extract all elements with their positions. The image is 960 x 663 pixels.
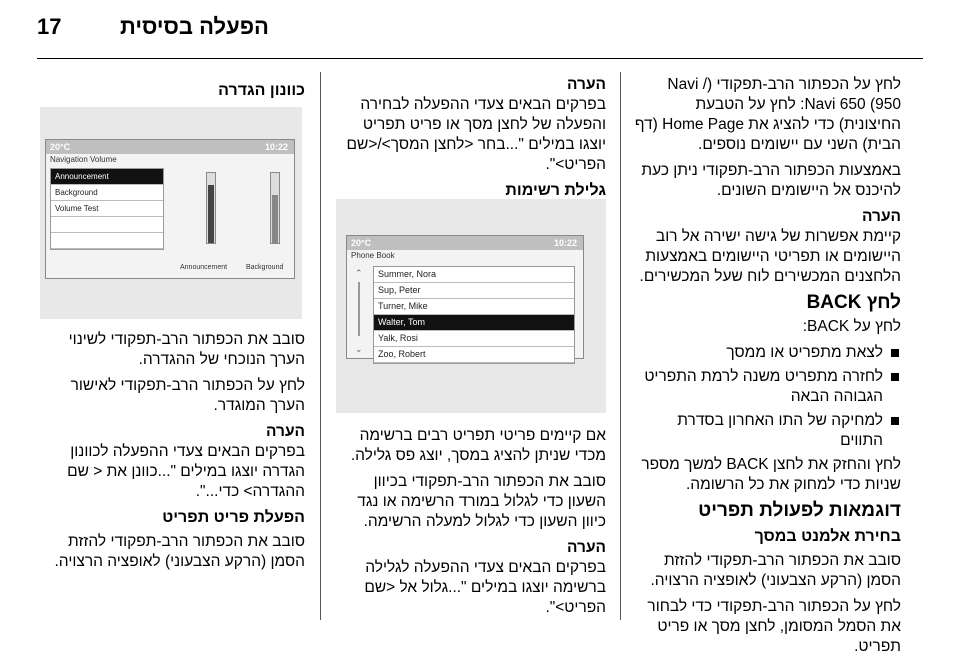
note-text: בפרקים הבאים צעדי ההפעלה לגלילה ברשימה יוצגו במילים "...גלול אל <שם הפריט>". [364, 559, 606, 616]
list-item: לצאת מתפריט או ממסך [633, 343, 901, 363]
note-text: בפרקים הבאים צעדי ההפעלה לבחירה והפעלה של לחצן מסך או פריט תפריט יוצגו במילים "...בחר <לחצן המסך>/<שם הפריט>". [346, 96, 606, 173]
subsection-heading: כוונון הגדרה [218, 82, 305, 99]
paragraph: סובב את הכפתור הרב-תפקודי להזזת הסמן (הרקע הצבעוני) לאופציה הרצויה. [54, 533, 305, 570]
page-title: הפעלה בסיסית [120, 14, 269, 39]
paragraph: לחץ על הכפתור הרב-תפקודי לאישור הערך המוגדר. [70, 377, 305, 414]
screen-title: Phone Book [351, 251, 395, 260]
list-item[interactable]: Turner, Mike [374, 299, 574, 315]
list-item: למחיקה של התו האחרון בסדרת התווים [633, 411, 901, 451]
subsection-heading: בחירת אלמנט במסך [754, 528, 901, 545]
middle-column-lower [336, 426, 606, 624]
note-heading: הערה [862, 208, 901, 225]
paragraph: לחץ והחזק את לחצן BACK למשך מספר שניות כדי למחוק את כל הרשומה. [641, 456, 901, 493]
note-heading: הערה [567, 76, 606, 93]
left-column [40, 75, 305, 105]
volume-slider[interactable] [206, 172, 216, 244]
paragraph: סובב את הכפתור הרב-תפקודי לשינוי הערך הנוכחי של ההגדרה. [68, 331, 305, 368]
slider-label: Background [246, 264, 284, 271]
list-item-selected[interactable]: Walter, Tom [374, 315, 574, 331]
list-item: לחזרה מתפריט משנה לרמת התפריט הגבוהה הבאה [633, 367, 901, 407]
note-heading: הערה [567, 539, 606, 556]
paragraph: אם קיימים פריטי תפריט רבים ברשימה מכדי שניתן להציג במסך, יוצג פס גלילה. [350, 427, 606, 464]
page-number: 17 [37, 14, 62, 39]
phonebook-screenshot [336, 199, 606, 413]
section-heading: דוגמאות לפעולת תפריט [698, 500, 901, 521]
bullet-list [633, 343, 901, 451]
right-column [633, 75, 901, 663]
temperature-readout: 20°C [351, 238, 372, 248]
paragraph: סובב את הכפתור הרב-תפקודי להזזת הסמן (הרקע הצבעוני) לאופציה הרצויה. [650, 552, 901, 589]
clock-readout: 10:22 [264, 142, 288, 152]
slider-label: Announcement [180, 264, 228, 271]
slider-fill [272, 195, 278, 243]
list-item[interactable]: Volume Test [51, 201, 163, 217]
list-item[interactable]: Background [51, 185, 163, 201]
subsection-heading: הפעלת פריט תפריט [162, 509, 305, 526]
left-column-lower [40, 330, 305, 578]
paragraph: לחץ על BACK: [802, 318, 901, 335]
paragraph: באמצעות הכפתור הרב-תפקודי ניתן כעת להיכנס אל היישומים השונים. [641, 162, 901, 199]
slider-fill [208, 185, 214, 243]
chevron-down-icon[interactable]: ⌄ [355, 344, 363, 354]
list-item-selected[interactable]: Announcement [51, 169, 163, 185]
paragraph: לחץ על הכפתור הרב-תפקודי כדי לבחור את הסמל המסומן, לחצן מסך או פריט תפריט. [647, 598, 901, 655]
navigation-volume-screenshot [40, 107, 302, 319]
clock-readout: 10:22 [553, 238, 577, 248]
header-divider [37, 58, 923, 59]
scrollbar[interactable] [358, 282, 360, 336]
column-divider [320, 72, 321, 620]
section-heading: לחץ BACK [806, 292, 901, 313]
column-divider [620, 72, 621, 620]
middle-column [336, 75, 606, 205]
list-item[interactable]: Yalk, Rosi [374, 331, 574, 347]
list-item[interactable] [51, 217, 163, 233]
note-text: קיימת אפשרות של גישה ישירה אל רוב היישומים או תפריטי היישומים באמצעות הלחצנים המכשירים לוח שעל המכשירים. [639, 228, 901, 285]
chevron-up-icon[interactable]: ⌃ [355, 268, 363, 278]
note-text: בפרקים הבאים צעדי ההפעלה לכוונון הגדרה יוצגו במילים "...כוונן את < שם ההגדרה> כדי...". [67, 443, 305, 500]
screen-title: Navigation Volume [50, 155, 117, 164]
list-item[interactable] [51, 233, 163, 249]
subsection-heading: גלילת רשימות [505, 182, 606, 199]
paragraph: לחץ על הכפתור הרב-תפקודי (/ Navi 950) Navi 650: לחץ על הטבעת החיצונית) כדי להציג את Home Page (דף הבית) השני עם יישומים נוספים. [634, 76, 901, 153]
list-item[interactable]: Summer, Nora [374, 267, 574, 283]
volume-slider[interactable] [270, 172, 280, 244]
list-item[interactable]: Zoo, Robert [374, 347, 574, 363]
list-item[interactable]: Sup, Peter [374, 283, 574, 299]
paragraph: סובב את הכפתור הרב-תפקודי בכיוון השעון כדי לגלול במורד הרשימה או נגד כיוון השעון כדי לגלול למעלה הרשימה. [357, 473, 606, 530]
note-heading: הערה [266, 423, 305, 440]
temperature-readout: 20°C [50, 142, 71, 152]
